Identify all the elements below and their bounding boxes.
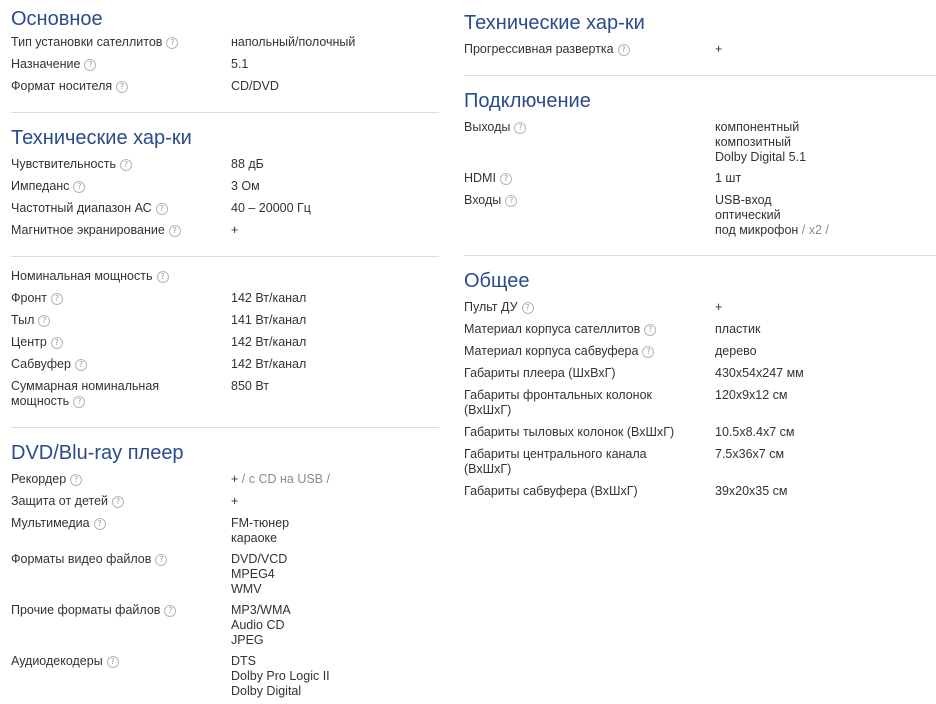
section-title-tech: Технические хар-ки: [11, 127, 192, 149]
spec-value: 1 шт: [715, 171, 742, 185]
spec-value: 3 Ом: [231, 179, 260, 193]
spec-row: [464, 120, 936, 165]
spec-value: 10.5x8.4x7 см: [715, 425, 795, 439]
spec-label: Габариты центрального канала (ВхШхГ): [464, 447, 647, 476]
help-icon[interactable]: ?: [642, 346, 654, 358]
spec-value: 5.1: [231, 57, 249, 71]
spec-row: [11, 357, 439, 372]
spec-value: 88 дБ: [231, 157, 264, 171]
spec-label: Частотный диапазон АС ?: [11, 201, 168, 216]
spec-label: Тыл ?: [11, 313, 50, 328]
spec-row: [464, 193, 936, 238]
spec-row: [464, 42, 936, 57]
help-icon[interactable]: ?: [156, 203, 168, 215]
help-icon[interactable]: ?: [505, 195, 517, 207]
spec-row: [464, 344, 936, 359]
spec-row: [464, 300, 936, 315]
spec-label: Импеданс ?: [11, 179, 85, 194]
help-icon[interactable]: ?: [51, 293, 63, 305]
help-icon[interactable]: ?: [51, 337, 63, 349]
spec-row: [11, 654, 439, 699]
spec-row: [464, 447, 936, 477]
section-title-general: Общее: [464, 270, 530, 292]
spec-label: Назначение ?: [11, 57, 96, 72]
spec-value: CD/DVD: [231, 79, 279, 93]
spec-row: [11, 35, 439, 50]
spec-value: FM-тюнер караоке: [231, 516, 290, 545]
spec-row: [11, 313, 439, 328]
spec-row: [464, 484, 936, 499]
spec-label: Аудиодекодеры ?: [11, 654, 119, 669]
spec-value: 142 Вт/канал: [231, 357, 307, 371]
spec-row: [11, 494, 439, 509]
spec-row: [11, 335, 439, 350]
spec-label: Сабвуфер ?: [11, 357, 87, 372]
spec-label: Номинальная мощность ?: [11, 269, 169, 284]
spec-label: HDMI ?: [464, 171, 512, 186]
spec-row: [11, 269, 439, 284]
help-icon[interactable]: ?: [166, 37, 178, 49]
spec-value: 430x54x247 мм: [715, 366, 804, 380]
spec-label: Магнитное экранирование ?: [11, 223, 181, 238]
spec-row: [11, 379, 439, 409]
spec-row: [464, 322, 936, 337]
help-icon[interactable]: ?: [500, 173, 512, 185]
spec-label: Габариты сабвуфера (ВхШхГ): [464, 484, 638, 498]
divider: [11, 256, 439, 257]
spec-value: +: [231, 223, 239, 237]
divider: [464, 75, 936, 76]
spec-label: Формат носителя ?: [11, 79, 128, 94]
spec-label: Фронт ?: [11, 291, 63, 306]
spec-row: [11, 603, 439, 648]
divider: [11, 112, 439, 113]
spec-value: напольный/полочный: [231, 35, 356, 49]
spec-row: [11, 57, 439, 72]
spec-label: Тип установки сателлитов ?: [11, 35, 178, 50]
spec-row: [11, 79, 439, 94]
spec-row: [464, 366, 936, 381]
spec-label: Центр ?: [11, 335, 63, 350]
spec-row: [11, 223, 439, 238]
spec-value: дерево: [715, 344, 757, 358]
help-icon[interactable]: ?: [120, 159, 132, 171]
help-icon[interactable]: ?: [73, 396, 85, 408]
spec-label: Входы ?: [464, 193, 517, 208]
help-icon[interactable]: ?: [155, 554, 167, 566]
section-title-basic: Основное: [11, 8, 103, 30]
spec-label: Прогрессивная развертка ?: [464, 42, 630, 57]
spec-label: Габариты плеера (ШхВхГ): [464, 366, 616, 380]
spec-row: [11, 291, 439, 306]
section-title-connection: Подключение: [464, 90, 591, 112]
spec-row: [11, 157, 439, 172]
spec-label: Габариты тыловых колонок (ВхШхГ): [464, 425, 675, 439]
spec-label: Суммарная номинальная мощность ?: [11, 379, 160, 408]
spec-row: [11, 472, 439, 487]
help-icon[interactable]: ?: [112, 496, 124, 508]
spec-value: USB-вход оптический под микрофон / x2 /: [715, 193, 829, 237]
spec-value: DVD/VCD MPEG4 WMV: [231, 552, 288, 596]
help-icon[interactable]: ?: [522, 302, 534, 314]
help-icon[interactable]: ?: [38, 315, 50, 327]
spec-row: [11, 201, 439, 216]
spec-label: Защита от детей ?: [11, 494, 124, 509]
spec-label: Чувствительность ?: [11, 157, 132, 172]
spec-label: Выходы ?: [464, 120, 526, 135]
spec-value: 142 Вт/канал: [231, 291, 307, 305]
spec-row: [464, 171, 936, 186]
divider: [11, 427, 439, 428]
spec-label: Прочие форматы файлов ?: [11, 603, 176, 618]
spec-value: 7.5x36x7 см: [715, 447, 785, 461]
help-icon[interactable]: ?: [514, 122, 526, 134]
spec-value: + / с CD на USB /: [231, 472, 330, 486]
spec-label: Материал корпуса сателлитов ?: [464, 322, 656, 337]
help-icon[interactable]: ?: [618, 44, 630, 56]
spec-value: DTS Dolby Pro Logic II Dolby Digital: [231, 654, 330, 698]
spec-row: [11, 516, 439, 546]
spec-value: +: [715, 42, 723, 56]
spec-row: [464, 388, 936, 418]
spec-value: компонентный композитный Dolby Digital 5.1: [715, 120, 807, 164]
help-icon[interactable]: ?: [73, 181, 85, 193]
spec-value: 142 Вт/канал: [231, 335, 307, 349]
spec-value: 141 Вт/канал: [231, 313, 307, 327]
spec-value: пластик: [715, 322, 761, 336]
spec-label: Форматы видео файлов ?: [11, 552, 167, 567]
section-title-tech: Технические хар-ки: [464, 12, 645, 34]
divider: [464, 255, 936, 256]
help-icon[interactable]: ?: [107, 656, 119, 668]
spec-label: Рекордер ?: [11, 472, 82, 487]
spec-label: Мультимедиа ?: [11, 516, 106, 531]
help-icon[interactable]: ?: [70, 474, 82, 486]
spec-value: MP3/WMA Audio CD JPEG: [231, 603, 291, 647]
spec-note: / с CD на USB /: [241, 472, 330, 486]
help-icon[interactable]: ?: [94, 518, 106, 530]
help-icon[interactable]: ?: [644, 324, 656, 336]
help-icon[interactable]: ?: [84, 59, 96, 71]
help-icon[interactable]: ?: [157, 271, 169, 283]
spec-row: [11, 552, 439, 597]
spec-value: +: [715, 300, 723, 314]
spec-value: 120x9x12 см: [715, 388, 788, 402]
spec-label: Пульт ДУ ?: [464, 300, 534, 315]
spec-value: 40 – 20000 Гц: [231, 201, 311, 215]
spec-row: [11, 179, 439, 194]
section-title-dvd: DVD/Blu-ray плеер: [11, 442, 184, 464]
spec-label: Габариты фронтальных колонок (ВхШхГ): [464, 388, 653, 417]
spec-value: +: [231, 494, 239, 508]
help-icon[interactable]: ?: [116, 81, 128, 93]
help-icon[interactable]: ?: [164, 605, 176, 617]
spec-label: Материал корпуса сабвуфера ?: [464, 344, 654, 359]
spec-value: 850 Вт: [231, 379, 269, 393]
spec-value: 39x20x35 см: [715, 484, 788, 498]
help-icon[interactable]: ?: [169, 225, 181, 237]
spec-row: [464, 425, 936, 440]
spec-note: / x2 /: [801, 223, 829, 237]
help-icon[interactable]: ?: [75, 359, 87, 371]
